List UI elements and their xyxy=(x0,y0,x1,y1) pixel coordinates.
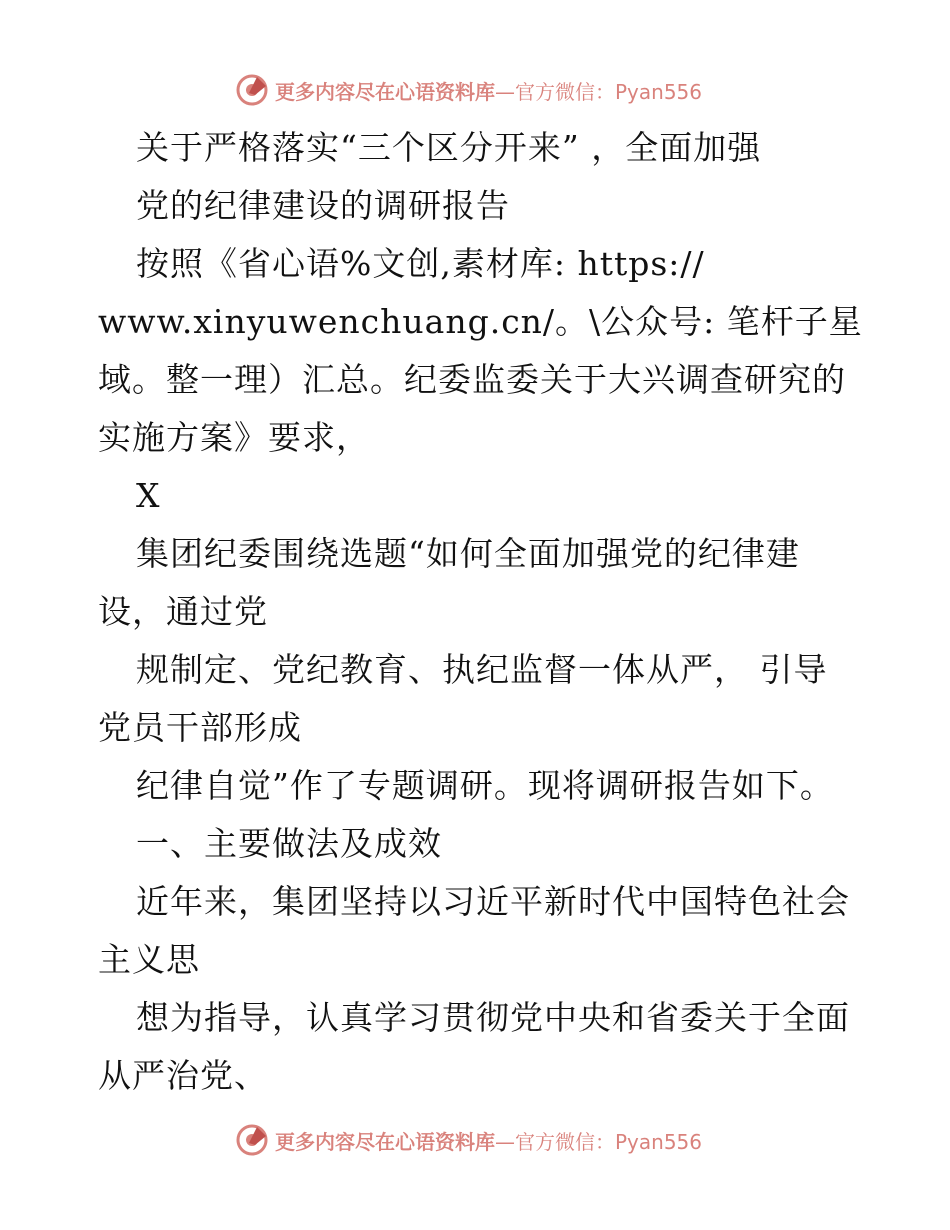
header-watermark-banner xyxy=(235,70,755,110)
section-heading: 一、主要做法及成效 xyxy=(136,824,442,863)
text-line: 关于严格落实“三个区分开来” ，全面加强 xyxy=(136,128,762,167)
text-line: 党员干部形成 xyxy=(98,708,302,747)
pen-logo-icon xyxy=(235,1123,269,1157)
text-line: 纪律自觉”作了专题调研。现将调研报告如下。 xyxy=(136,766,834,805)
text-line: X xyxy=(136,476,161,515)
footer-watermark-banner xyxy=(235,1120,755,1160)
text-line: 设，通过党 xyxy=(98,592,268,631)
text-line: 规制定、党纪教育、执纪监督一体从严， 引导 xyxy=(136,650,828,689)
text-line: 集团纪委围绕选题“如何全面加强党的纪律建 xyxy=(136,534,800,573)
text-line: 近年来，集团坚持以习近平新时代中国特色社会 xyxy=(136,882,850,921)
banner-contact-text: —官方微信：Pyan556 xyxy=(495,79,703,104)
text-line: 按照《省心语%文创,素材库: https:// xyxy=(136,244,705,283)
text-line: 主义思 xyxy=(98,940,200,979)
banner-main-text: 更多内容尽在心语资料库 xyxy=(275,1129,495,1154)
text-line: 域。整一理）汇总。纪委监委关于大兴调查研究的 xyxy=(98,360,846,399)
text-line: 党的纪律建设的调研报告 xyxy=(136,186,510,225)
banner-contact-text: —官方微信：Pyan556 xyxy=(495,1129,703,1154)
text-line: www.xinyuwenchuang.cn/。\公众号: 笔杆子星 xyxy=(98,302,863,341)
text-line: 想为指导，认真学习贯彻党中央和省委关于全面 xyxy=(136,998,850,1037)
text-line: 从严治党、 xyxy=(98,1056,268,1095)
pen-logo-icon xyxy=(235,73,269,107)
banner-main-text: 更多内容尽在心语资料库 xyxy=(275,79,495,104)
text-line: 实施方案》要求， xyxy=(98,418,370,457)
